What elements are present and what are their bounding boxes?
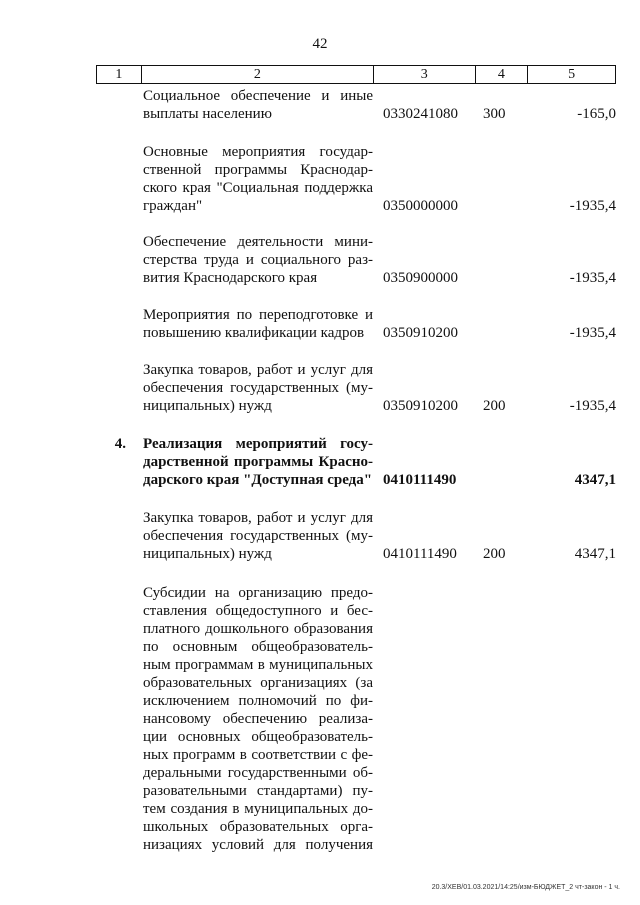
row-amount: 4347,1 [574, 546, 616, 562]
table-header-row [96, 65, 616, 84]
description-line: исключением полномочий по фи- [143, 693, 373, 709]
row-amount: 4347,1 [574, 472, 616, 488]
row-amount: -165,0 [577, 106, 616, 122]
description-line: ции основных общеобразователь- [143, 729, 373, 745]
header-col-3: 3 [374, 66, 476, 83]
description-line: разовательными стандартами) пу- [143, 783, 373, 799]
description-line: Социальное обеспечение и иные [143, 88, 373, 104]
description-line: ниципальных) нужд [143, 398, 272, 414]
description-line: обеспечения государственных (му- [143, 528, 373, 544]
row-description [143, 306, 373, 342]
row-description [143, 584, 373, 854]
row-code: 0350000000 [383, 198, 458, 214]
footer-note: 20.3/ХЕВ/01.03.2021/14:25/изм-БЮДЖЕТ_2 чт-закон - 1 ч. [431, 884, 620, 891]
header-col-1: 1 [97, 66, 142, 83]
description-line: деральными государственными об- [143, 765, 373, 781]
description-line: ным программам в муниципальных [143, 657, 373, 673]
description-line: ского края "Социальная поддержка [143, 180, 373, 196]
row-description [143, 143, 373, 215]
row-amount: -1935,4 [569, 270, 616, 286]
description-line: ных программ в соответствии с фе- [143, 747, 373, 763]
description-line: граждан" [143, 198, 203, 214]
description-line: по основным общеобразователь- [143, 639, 373, 655]
description-line: Закупка товаров, работ и услуг для [143, 510, 373, 526]
description-line: низациях условий для получения [143, 837, 373, 853]
description-line: Реализация мероприятий госу- [143, 436, 373, 452]
description-line: Субсидии на организацию предо- [143, 585, 373, 601]
row-type: 300 [483, 106, 506, 122]
description-line: ниципальных) нужд [143, 546, 272, 562]
description-line: стерства труда и социального раз- [143, 252, 373, 268]
row-code: 0350900000 [383, 270, 458, 286]
row-description [143, 233, 373, 287]
description-line: школьных образовательных орга- [143, 819, 373, 835]
row-description [143, 87, 373, 123]
description-line: обеспечения государственных (му- [143, 380, 373, 396]
header-col-4: 4 [476, 66, 529, 83]
description-line: повышению квалификации кадров [143, 325, 365, 341]
description-line: выплаты населению [143, 106, 272, 122]
description-line: нансовому обеспечению реализа- [143, 711, 373, 727]
row-amount: -1935,4 [569, 398, 616, 414]
row-code: 0330241080 [383, 106, 458, 122]
description-line: Мероприятия по переподготовке и [143, 307, 373, 323]
row-description [143, 509, 373, 563]
row-code: 0350910200 [383, 398, 458, 414]
description-line: ставления общедоступного и бес- [143, 603, 373, 619]
header-col-2: 2 [142, 66, 374, 83]
description-line: образовательных организациях (за [143, 675, 373, 691]
description-line: вития Краснодарского края [143, 270, 318, 286]
description-line: дарственной программы Красно- [143, 454, 373, 470]
row-type: 200 [483, 546, 506, 562]
row-number: 4. [114, 436, 126, 452]
description-line: тем создания в муниципальных до- [143, 801, 373, 817]
description-line: Закупка товаров, работ и услуг для [143, 362, 373, 378]
row-amount: -1935,4 [569, 198, 616, 214]
row-code: 0410111490 [383, 472, 457, 488]
description-line: Основные мероприятия государ- [143, 144, 373, 160]
row-type: 200 [483, 398, 506, 414]
row-description [143, 435, 373, 489]
row-description [143, 361, 373, 415]
page-number: 42 [312, 36, 328, 52]
row-code: 0410111490 [383, 546, 457, 562]
header-col-5: 5 [568, 66, 576, 82]
row-amount: -1935,4 [569, 325, 616, 341]
description-line: ственной программы Краснодар- [143, 162, 373, 178]
description-line: Обеспечение деятельности мини- [143, 234, 373, 250]
description-line: платного дошкольного образования [143, 621, 373, 637]
row-code: 0350910200 [383, 325, 458, 341]
description-line: дарского края "Доступная среда" [143, 472, 373, 488]
